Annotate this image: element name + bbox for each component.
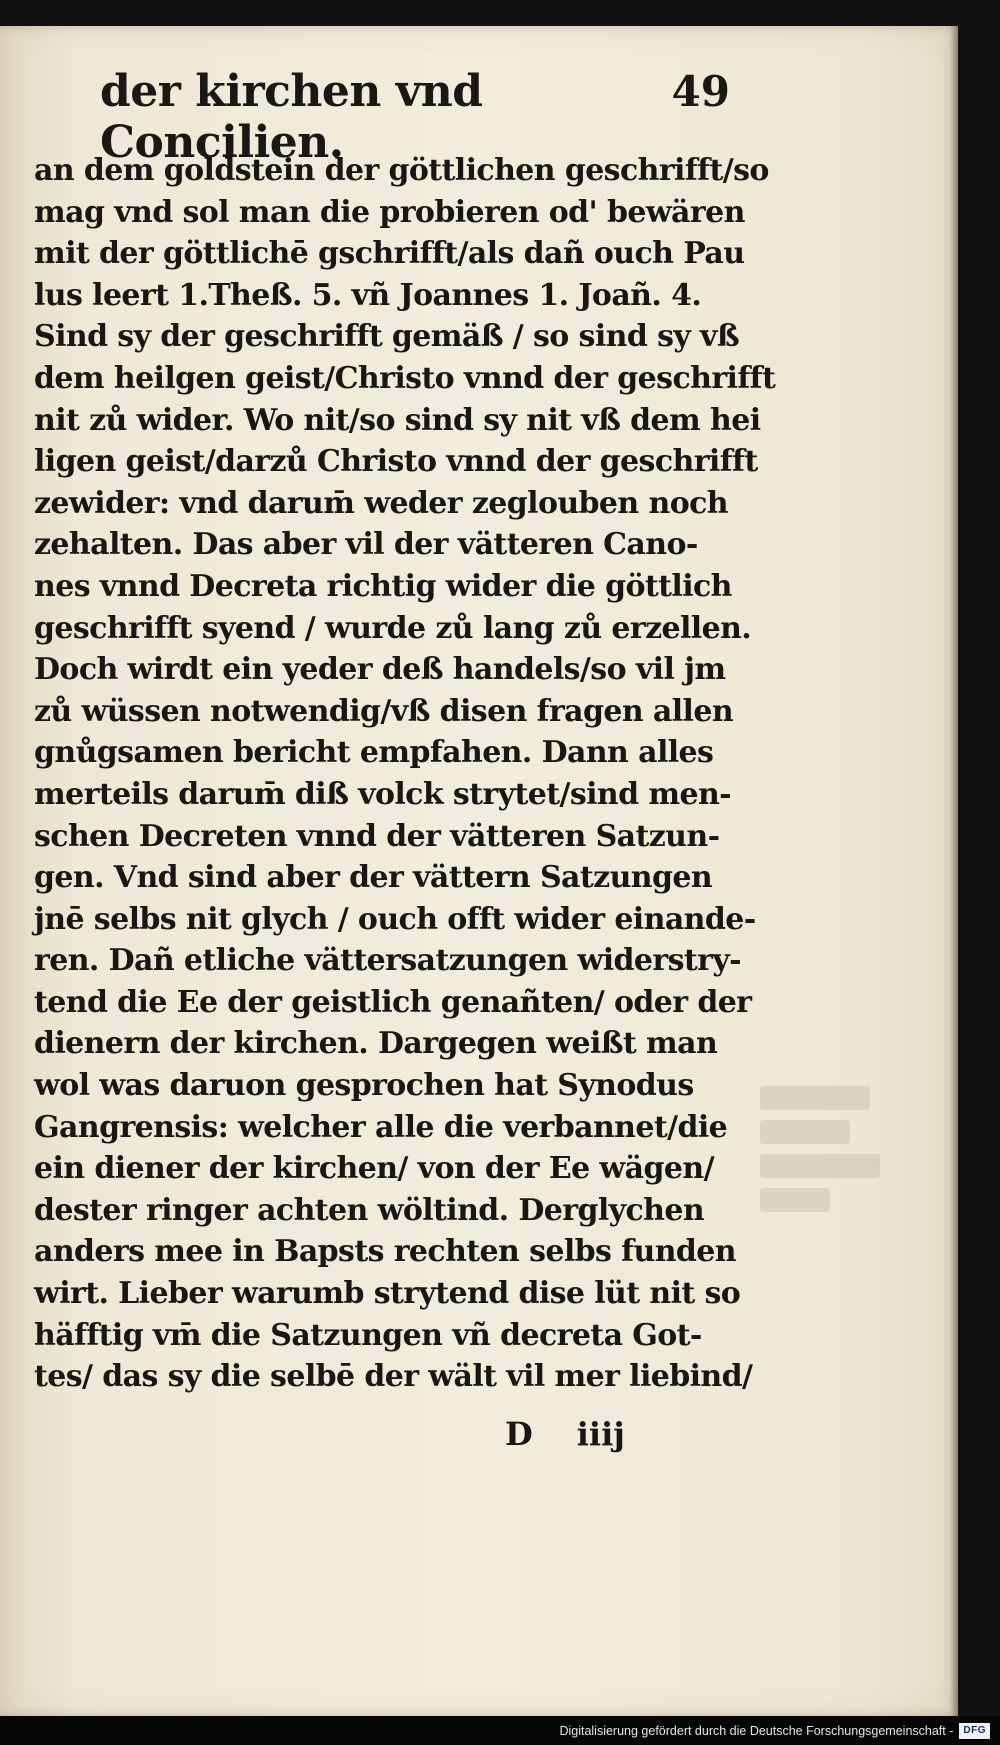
text-line: schen Decreten vnnd der vätteren Satzun- bbox=[34, 818, 720, 854]
signature-number: iiij bbox=[576, 1415, 625, 1453]
text-line: Sind sy der geschrifft gemäß / so sind sy vß bbox=[34, 319, 740, 355]
text-line: dester ringer achten wöltind. Derglychen bbox=[34, 1192, 705, 1228]
show-through-text bbox=[760, 1086, 900, 1256]
text-line: anders mee in Bapsts rechten selbs funden bbox=[34, 1234, 736, 1270]
text-line: gnůgsamen bericht empfahen. Dann alles bbox=[34, 735, 714, 771]
text-line: tend die Ee der geistlich genañten/ oder der bbox=[34, 984, 752, 1020]
signature-mark bbox=[505, 1410, 705, 1458]
running-title: der kirchen vnd Concilien. bbox=[100, 66, 483, 168]
page-edge-shadow bbox=[950, 26, 958, 1716]
text-line: tes/ das sy die selbē der wält vil mer liebind/ bbox=[34, 1359, 753, 1395]
text-line: zů wüssen notwendig/vß disen fragen allen bbox=[34, 693, 734, 729]
text-line: wirt. Lieber warumb strytend dise lüt nit so bbox=[34, 1276, 741, 1312]
text-line: zehalten. Das aber vil der vätteren Cano- bbox=[34, 527, 698, 563]
text-line: gen. Vnd sind aber der vättern Satzungen bbox=[34, 860, 713, 896]
text-line: Gangrensis: welcher alle die verbannet/die bbox=[34, 1109, 728, 1145]
text-line: wol was daruon gesprochen hat Synodus bbox=[34, 1068, 694, 1104]
text-line: jnē selbs nit glych / ouch offt wider einande- bbox=[34, 901, 756, 937]
text-line: dem heilgen geist/Christo vnnd der geschrifft bbox=[34, 360, 776, 396]
running-head bbox=[100, 66, 730, 168]
text-line: ren. Dañ etliche vättersatzungen widerstry- bbox=[34, 943, 742, 979]
text-line: häfftig vm̄ die Satzungen vñ decreta Got- bbox=[34, 1317, 702, 1353]
text-line: ligen geist/darzů Christo vnnd der geschrifft bbox=[34, 444, 758, 480]
text-line: mag vnd sol man die probieren od' bewären bbox=[34, 194, 745, 230]
text-line: zewider: vnd darum̄ weder zeglouben noch bbox=[34, 485, 728, 521]
signature-letter: D bbox=[505, 1415, 533, 1453]
text-line: Doch wirdt ein yeder deß handels/so vil jm bbox=[34, 652, 726, 688]
dfg-logo: DFG bbox=[959, 1723, 990, 1739]
viewer-footer bbox=[0, 1716, 1000, 1745]
text-line: mit der göttlichē gschrifft/als dañ ouch Pau bbox=[34, 236, 745, 272]
funding-credit: Digitalisierung gefördert durch die Deutsche Forschungsgemeinschaft - bbox=[559, 1723, 954, 1738]
text-line: nit zů wider. Wo nit/so sind sy nit vß dem hei bbox=[34, 402, 761, 438]
body-text bbox=[34, 150, 776, 1398]
text-line: an dem goldstein der göttlichen geschrifft/so bbox=[34, 153, 769, 188]
text-line: lus leert 1.Theß. 5. vñ Joannes 1. Joañ. 4. bbox=[34, 277, 702, 313]
text-line: geschrifft syend / wurde zů lang zů erzellen. bbox=[34, 610, 752, 646]
text-line: ein diener der kirchen/ von der Ee wägen/ bbox=[34, 1151, 714, 1187]
text-line: nes vnnd Decreta richtig wider die göttlich bbox=[34, 568, 732, 604]
text-line: dienern der kirchen. Dargegen weißt man bbox=[34, 1026, 718, 1062]
text-line: merteils darum̄ diß volck strytet/sind men- bbox=[34, 776, 732, 812]
page-number: 49 bbox=[671, 67, 730, 116]
